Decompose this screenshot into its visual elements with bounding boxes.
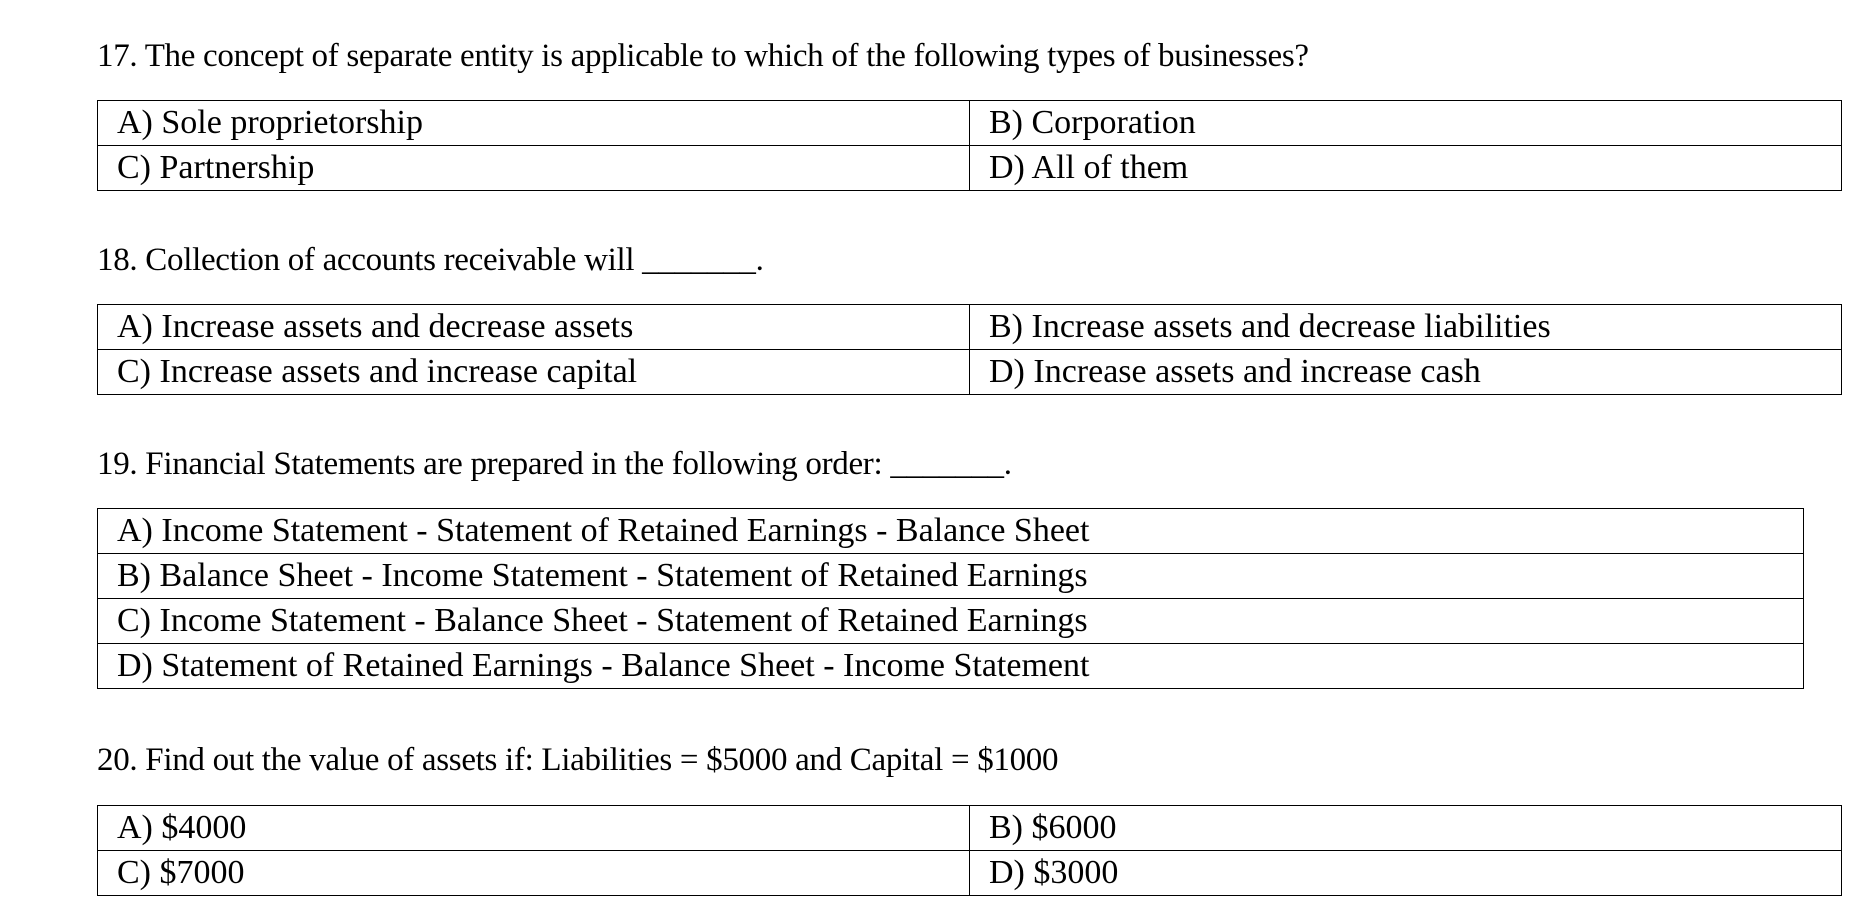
question-20-text: 20. Find out the value of assets if: Liabilities = $5000 and Capital = $1000 bbox=[97, 742, 1059, 778]
option-c: C) $7000 bbox=[98, 851, 970, 896]
options-row bbox=[98, 599, 1804, 644]
option-d: D) All of them bbox=[970, 146, 1842, 191]
option-a: A) $4000 bbox=[98, 806, 970, 851]
options-row bbox=[98, 554, 1804, 599]
option-a: A) Income Statement - Statement of Retained Earnings - Balance Sheet bbox=[98, 509, 1804, 554]
options-row bbox=[98, 146, 1842, 191]
option-b: B) $6000 bbox=[970, 806, 1842, 851]
question-19-text: 19. Financial Statements are prepared in the following order: _______. bbox=[97, 446, 1012, 482]
options-row bbox=[98, 806, 1842, 851]
option-a: A) Increase assets and decrease assets bbox=[98, 305, 970, 350]
option-c: C) Partnership bbox=[98, 146, 970, 191]
option-d: D) Statement of Retained Earnings - Balance Sheet - Income Statement bbox=[98, 644, 1804, 689]
question-20-options bbox=[97, 805, 1842, 896]
option-c: C) Increase assets and increase capital bbox=[98, 350, 970, 395]
option-b: B) Increase assets and decrease liabilities bbox=[970, 305, 1842, 350]
question-17-options bbox=[97, 100, 1842, 191]
option-a: A) Sole proprietorship bbox=[98, 101, 970, 146]
options-row bbox=[98, 851, 1842, 896]
options-row bbox=[98, 509, 1804, 554]
option-c: C) Income Statement - Balance Sheet - Statement of Retained Earnings bbox=[98, 599, 1804, 644]
option-d: D) $3000 bbox=[970, 851, 1842, 896]
options-row bbox=[98, 350, 1842, 395]
question-19-options bbox=[97, 508, 1804, 689]
options-row bbox=[98, 305, 1842, 350]
options-row bbox=[98, 644, 1804, 689]
question-17-text: 17. The concept of separate entity is applicable to which of the following types of businesses? bbox=[97, 38, 1309, 74]
options-row bbox=[98, 101, 1842, 146]
option-d: D) Increase assets and increase cash bbox=[970, 350, 1842, 395]
option-b: B) Balance Sheet - Income Statement - Statement of Retained Earnings bbox=[98, 554, 1804, 599]
question-18-options bbox=[97, 304, 1842, 395]
question-18-text: 18. Collection of accounts receivable will _______. bbox=[97, 242, 764, 278]
option-b: B) Corporation bbox=[970, 101, 1842, 146]
